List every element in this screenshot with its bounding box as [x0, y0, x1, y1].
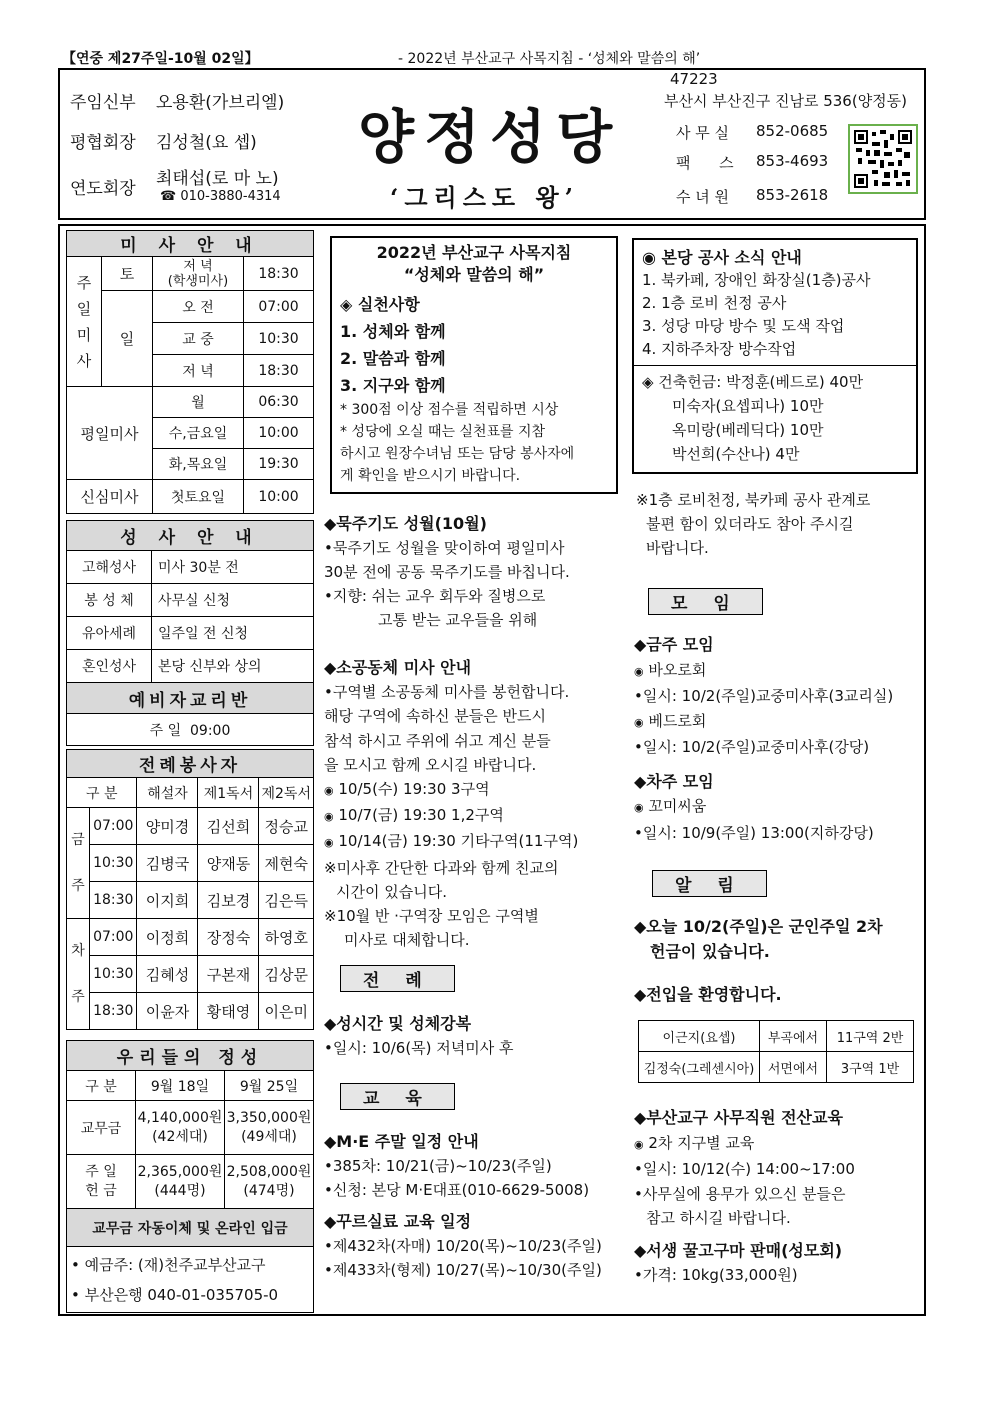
- next-week-label: 차 주: [67, 919, 90, 1030]
- office-label: 사 무 실: [676, 124, 730, 142]
- staff-edu-text: •일시: 10/12(수) 14:00~17:00: [634, 1160, 855, 1178]
- offering-amount: 3,350,000원 (49세대): [225, 1101, 314, 1155]
- liturgy-section: [324, 1012, 620, 1060]
- feast-title: ‘그리스도 왕’: [390, 183, 579, 212]
- guideline-title: 2022년 부산교구 사목지침: [376, 243, 572, 262]
- offering-amount: 4,140,000원 (42세대): [136, 1101, 225, 1155]
- staff-edu-text: 참고 하시길 바랍니다.: [646, 1209, 791, 1227]
- staff-edu-text: ◉ 2차 지구별 교육: [634, 1133, 755, 1152]
- education-section: [324, 1130, 620, 1282]
- server-reader2: 이은미: [259, 993, 314, 1030]
- rosary-text: •묵주기도 성월을 맞이하여 평일미사: [324, 539, 565, 557]
- server-reader1: 김선희: [198, 808, 259, 845]
- sunday-kind: 저 녁: [153, 355, 244, 387]
- guideline-subtitle: “성체와 말씀의 해”: [403, 265, 545, 284]
- council-name: 김성철(요 셉): [156, 133, 257, 153]
- holy-hour-time: •일시: 10/6(목) 저녁미사 후: [324, 1039, 514, 1057]
- auto-transfer-title: 교무금 자동이체 및 온라인 입금: [67, 1209, 314, 1247]
- sacrament-info: 본당 신부와 상의: [152, 650, 314, 683]
- member-zone: 11구역 2반: [827, 1021, 914, 1052]
- weekday-kind: 화,목요일: [153, 449, 244, 480]
- offering-header: 구 분: [67, 1071, 136, 1101]
- construction-box: [632, 238, 918, 474]
- address: 부산시 부산진구 진남로 536(양정동): [664, 92, 908, 110]
- server-commentator: 이윤자: [137, 993, 198, 1030]
- sacrament-name: 유아세례: [67, 617, 152, 650]
- community-schedule: ◉ 10/7(금) 19:30 1,2구역: [324, 806, 504, 825]
- community-title: ◆소공동체 미사 안내: [324, 658, 472, 677]
- staff-edu-text: •사무실에 용무가 있으신 분들은: [634, 1184, 846, 1203]
- servers-header: 제1독서: [198, 778, 259, 808]
- guideline-note: * 300점 이상 점수를 적립하면 시상: [340, 402, 559, 418]
- liturgy-tag: 전 례: [340, 965, 455, 992]
- fax-number: 853-4693: [756, 152, 829, 170]
- qr-code-icon[interactable]: [848, 124, 918, 194]
- server-commentator: 이지희: [137, 882, 198, 919]
- bullet-icon: ◉: [324, 784, 334, 798]
- server-time: 10:30: [90, 845, 137, 882]
- cursillo-title: ◆꾸르실료 교육 일정: [324, 1212, 472, 1231]
- community-schedule: ◉ 10/5(수) 19:30 3구역: [324, 780, 490, 799]
- sale-text: •가격: 10kg(33,000원): [634, 1266, 798, 1284]
- meetings-tag: 모 임: [648, 588, 763, 615]
- rosary-text: •지향: 쉬는 교우 회두와 질병으로: [324, 587, 546, 605]
- guideline-box: [330, 236, 618, 494]
- guideline-note: * 성당에 오실 때는 실천표를 지참: [340, 424, 546, 440]
- sacrament-info: 사무실 신청: [152, 584, 314, 617]
- account-number: • 부산은행 040-01-035705-0: [71, 1285, 279, 1304]
- offering-title: 우리들의 정성: [67, 1041, 314, 1071]
- meeting-group: ◉ 꼬미씨움: [634, 797, 707, 815]
- server-commentator: 이정희: [137, 919, 198, 956]
- member-from: 부곡에서: [760, 1021, 827, 1052]
- servers-header: 해설자: [137, 778, 198, 808]
- server-time: 18:30: [90, 993, 137, 1030]
- community-section: [324, 656, 620, 952]
- rosary-text: 고통 받는 교우들을 위해: [378, 611, 538, 629]
- server-reader2: 김상문: [259, 956, 314, 993]
- meeting-time: •일시: 10/9(주일) 13:00(지하강당): [634, 823, 874, 842]
- sunday-label: 일: [102, 291, 153, 387]
- cursillo-text: •제432차(자매) 10/20(목)~10/23(주일): [324, 1237, 602, 1255]
- server-time: 07:00: [90, 919, 137, 956]
- donor: 옥미랑(베레딕다) 10만: [672, 421, 824, 439]
- notices-section: [634, 914, 924, 1007]
- sunday-time: 10:30: [244, 323, 314, 355]
- weekday-kind: 수,금요일: [153, 418, 244, 449]
- community-note: ※10월 반 ·구역장 모임은 구역별: [324, 907, 539, 926]
- youth-name: 최태섭(로 마 노): [156, 169, 279, 189]
- offering-amount: 2,365,000원 (444명): [136, 1155, 225, 1209]
- community-text: 해당 구역에 속하신 분들은 반드시: [324, 707, 546, 726]
- offering-kind: 교무금: [67, 1101, 136, 1155]
- community-schedule: ◉ 10/14(금) 19:30 기타구역(11구역): [324, 832, 579, 851]
- community-note: 시간이 있습니다.: [336, 882, 447, 901]
- catechumen-title: 예비자교리반: [67, 683, 314, 714]
- server-commentator: 김병국: [137, 845, 198, 882]
- guideline-note: 하시고 원장수녀님 또는 담당 봉사자에: [340, 446, 575, 462]
- community-text: •구역별 소공동체 미사를 봉헌합니다.: [324, 683, 570, 702]
- notice-military-sunday: ◆오늘 10/2(주일)은 군인주일 2차: [634, 917, 883, 936]
- bullet-icon: ◉: [634, 715, 644, 729]
- youth-row: 연도회장: [70, 179, 136, 199]
- server-commentator: 김혜성: [137, 956, 198, 993]
- construction-title: ◉ 본당 공사 소식 안내: [642, 248, 802, 267]
- rosary-text: 30분 전에 공동 묵주기도를 바칩니다.: [324, 563, 570, 581]
- devotion-mass-label: 신심미사: [67, 480, 153, 514]
- servers-table: [66, 749, 314, 1030]
- convent-label: 수 녀 원: [676, 188, 730, 206]
- council-row: 평협회장 김성철(요 셉): [70, 133, 257, 153]
- devotion-kind: 첫토요일: [153, 480, 244, 514]
- mass-title: 미 사 안 내: [67, 231, 314, 257]
- practice-item: 3. 지구와 함께: [340, 376, 446, 395]
- server-reader2: 제현숙: [259, 845, 314, 882]
- weekday-time: 10:00: [244, 418, 314, 449]
- server-reader1: 장정숙: [198, 919, 259, 956]
- servers-header: 구 분: [67, 778, 137, 808]
- me-text: •신청: 본당 M·E대표(010-6629-5008): [324, 1181, 590, 1199]
- sunday-time: 07:00: [244, 291, 314, 323]
- server-reader2: 하영호: [259, 919, 314, 956]
- postcode: 47223: [670, 70, 718, 88]
- meeting-group: ◉ 베드로회: [634, 711, 707, 730]
- offering-header: 9월 25일: [225, 1071, 314, 1101]
- construction-item: 2. 1층 로비 천정 공사: [642, 294, 787, 312]
- member-name: 김정숙(그레센시아): [639, 1052, 760, 1083]
- construction-note: ※1층 로비천정, 북카페 공사 관계로 불편 함이 있더라도 참아 주시길 바랍니다.: [636, 491, 871, 557]
- holy-hour-title: ◆성시간 및 성체강복: [324, 1014, 472, 1033]
- community-note: 미사로 대체합니다.: [344, 931, 470, 950]
- donation-title: ◈ 건축헌금: 박정훈(베드로) 40만: [642, 373, 864, 391]
- guideline-note: 게 확인을 받으시기 바랍니다.: [340, 468, 521, 484]
- member-zone: 3구역 1반: [827, 1052, 914, 1083]
- construction-item: 1. 북카페, 장애인 화장실(1층)공사: [642, 271, 871, 289]
- saturday-time: 18:30: [244, 257, 314, 291]
- week-label: 【연중 제27주일-10월 02일】: [62, 51, 259, 67]
- offering-amount: 2,508,000원 (474명): [225, 1155, 314, 1209]
- weekday-time: 06:30: [244, 387, 314, 418]
- server-reader1: 구본재: [198, 956, 259, 993]
- meeting-time: •일시: 10/2(주일)교중미사후(강당): [634, 738, 870, 756]
- server-time: 07:00: [90, 808, 137, 845]
- practice-heading: ◈ 실천사항: [340, 295, 420, 314]
- sale-title: ◆서생 꿀고구마 판매(성모회): [634, 1240, 843, 1260]
- construction-item: 3. 성당 마당 방수 및 도색 작업: [642, 317, 845, 335]
- server-reader2: 정승교: [259, 808, 314, 845]
- server-reader1: 김보경: [198, 882, 259, 919]
- office-phone: 852-0685: [756, 122, 829, 140]
- saturday-label: 토: [102, 257, 153, 291]
- sunday-time: 18:30: [244, 355, 314, 387]
- fax-label: 팩 스: [676, 154, 734, 172]
- donation-list: [634, 365, 916, 466]
- account-holder: • 예금주: (재)천주교부산교구: [71, 1255, 266, 1274]
- sacrament-info: 일주일 전 신청: [152, 617, 314, 650]
- rosary-section: [324, 512, 620, 632]
- meetings-section: [634, 633, 924, 845]
- offering-kind: 주 일 헌 금: [67, 1155, 136, 1209]
- sacrament-name: 혼인성사: [67, 650, 152, 683]
- server-reader1: 양재동: [198, 845, 259, 882]
- member-from: 서면에서: [760, 1052, 827, 1083]
- sacrament-name: 봉 성 체: [67, 584, 152, 617]
- me-title: ◆M·E 주말 일정 안내: [324, 1132, 479, 1151]
- construction-item: 4. 지하주차장 방수작업: [642, 340, 797, 358]
- pastor-row: 주임신부 오용환(가브리엘): [70, 93, 285, 113]
- devotion-time: 10:00: [244, 480, 314, 514]
- sacrament-table: [66, 520, 314, 746]
- pastor-name: 오용환(가브리엘): [156, 93, 285, 113]
- account-info: [67, 1247, 314, 1313]
- education-tag: 교 육: [340, 1083, 455, 1110]
- new-members-table: [638, 1020, 914, 1083]
- sacrament-info: 미사 30분 전: [152, 551, 314, 584]
- staff-edu-title: ◆부산교구 사무직원 전산교육: [634, 1108, 843, 1127]
- catechumen-time: 주 일 09:00: [67, 714, 314, 746]
- youth-phone: ☎ 010-3880-4314: [160, 189, 281, 204]
- sunday-mass-label: 주 일 미 사: [67, 257, 102, 387]
- rosary-title: ◆묵주기도 성월(10월): [324, 514, 487, 533]
- notices-tag: 알 림: [652, 870, 767, 897]
- sacrament-name: 고해성사: [67, 551, 152, 584]
- welcome-title: ◆전입을 환영합니다.: [634, 985, 782, 1004]
- offering-header: 9월 18일: [136, 1071, 225, 1101]
- offering-table: [66, 1040, 314, 1313]
- community-text: 참석 하시고 주위에 쉬고 계신 분들: [324, 731, 551, 750]
- header: [58, 68, 926, 220]
- community-text: 을 모시고 함께 오시길 바랍니다.: [324, 755, 537, 774]
- convent-phone: 853-2618: [756, 186, 829, 204]
- next-week-meetings-title: ◆차주 모임: [634, 771, 714, 791]
- notice-military-sunday-2: 헌금이 있습니다.: [650, 942, 770, 961]
- parish-name: 양정성당: [358, 103, 623, 171]
- meeting-group: ◉ 바오로회: [634, 660, 707, 679]
- saturday-kind: 저 녁 (학생미사): [153, 257, 244, 291]
- bullet-icon: ◉: [324, 810, 334, 824]
- weekday-mass-label: 평일미사: [67, 387, 153, 480]
- education-notice: [634, 1106, 924, 1288]
- cursillo-text: •제433차(형제) 10/27(목)~10/30(주일): [324, 1261, 602, 1279]
- server-time: 10:30: [90, 956, 137, 993]
- guideline-banner: - 2022년 부산교구 사목지침 - ‘성체와 말씀의 해’: [398, 51, 701, 67]
- member-name: 이근지(요셉): [639, 1021, 760, 1052]
- sunday-kind: 교 중: [153, 323, 244, 355]
- community-note: ※미사후 간단한 다과와 함께 친교의: [324, 858, 559, 877]
- servers-title: 전례봉사자: [67, 750, 314, 778]
- servers-header: 제2독서: [259, 778, 314, 808]
- server-reader2: 김은득: [259, 882, 314, 919]
- server-commentator: 양미경: [137, 808, 198, 845]
- weekday-time: 19:30: [244, 449, 314, 480]
- practice-item: 1. 성체와 함께: [340, 322, 446, 341]
- sunday-kind: 오 전: [153, 291, 244, 323]
- bullet-icon: ◉: [324, 836, 334, 850]
- practice-item: 2. 말씀과 함께: [340, 349, 446, 368]
- sacrament-title: 성 사 안 내: [67, 521, 314, 551]
- weekday-kind: 월: [153, 387, 244, 418]
- me-text: •385차: 10/21(금)~10/23(주일): [324, 1157, 552, 1175]
- donor: 미숙자(요셉피나) 10만: [672, 397, 824, 415]
- donor: 박선희(수산나) 4만: [672, 445, 800, 463]
- this-week-label: 금 주: [67, 808, 90, 919]
- bullet-icon: ◉: [634, 801, 644, 814]
- bullet-icon: ◉: [634, 1137, 644, 1151]
- this-week-meetings-title: ◆금주 모임: [634, 635, 714, 654]
- mass-schedule-table: [66, 230, 314, 514]
- bullet-icon: ◉: [634, 664, 644, 678]
- server-time: 18:30: [90, 882, 137, 919]
- meeting-time: •일시: 10/2(주일)교중미사후(3교리실): [634, 687, 894, 705]
- server-reader1: 황태영: [198, 993, 259, 1030]
